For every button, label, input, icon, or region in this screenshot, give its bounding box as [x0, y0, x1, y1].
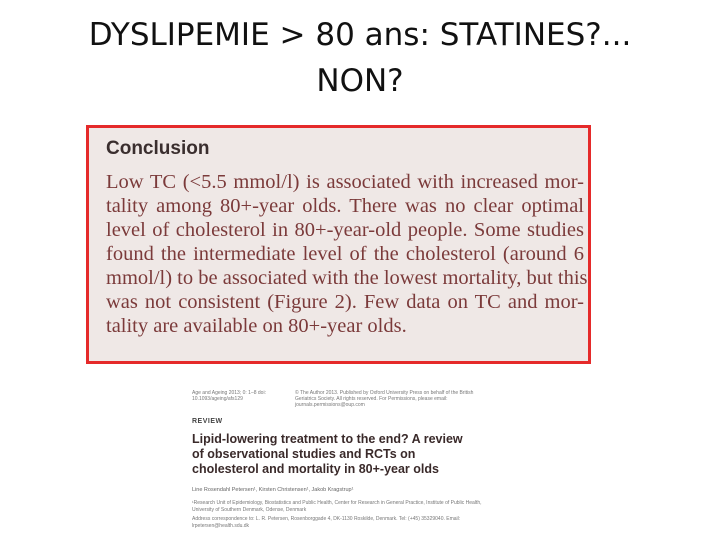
section-label: REVIEW — [192, 418, 223, 425]
article-authors: Line Rosendahl Petersen¹, Kirsten Christensen¹, Jakob Kragstrup¹ — [192, 487, 354, 493]
conclusion-excerpt — [86, 125, 591, 364]
conclusion-line: was not consistent (Figure 2). Few data on TC and mor- — [106, 291, 584, 313]
conclusion-line: level of cholesterol in 80+-year-old people. Some studies — [106, 219, 584, 241]
slide-title-line-2: NON? — [316, 63, 404, 99]
article-excerpt — [186, 388, 486, 538]
article-affiliation: ¹Research Unit of Epidemiology, Biostatistics and Public Health, Center for Research in General Practice, Institute of Public Health, University of Southern Denmark, Odense, Denmark — [192, 500, 482, 513]
conclusion-heading: Conclusion — [106, 138, 210, 159]
conclusion-line: mmol/l) to be associated with the lowest mortality, but this — [106, 267, 588, 289]
article-title — [192, 432, 482, 477]
article-correspondence: Address correspondence to: L. R. Petersen, Rosenborggade 4, DK-1130 Roskilde, Denmark. Tel: (+45) 35329040. Email: lrpetersen@health.sdu.dk — [192, 516, 461, 529]
article-title-line: of observational studies and RCTs on — [192, 447, 416, 461]
conclusion-line: tality are available on 80+-year olds. — [106, 315, 407, 337]
conclusion-line: Low TC (<5.5 mmol/l) is associated with increased mor- — [106, 171, 584, 193]
conclusion-line: tality among 80+-year olds. There was no clear optimal — [106, 195, 584, 217]
slide-title-line-1: DYSLIPEMIE > 80 ans: STATINES?... — [88, 17, 632, 53]
copyright-notice: © The Author 2013. Published by Oxford University Press on behalf of the British Geriatrics Society. All rights reserved. For Permissions, please email: journals.permissions@oup.com — [295, 390, 474, 408]
article-title-line: Lipid-lowering treatment to the end? A review — [192, 432, 463, 446]
conclusion-line: found the intermediate level of the cholesterol (around 6 — [106, 243, 584, 265]
slide-title — [40, 12, 680, 104]
article-title-line: cholesterol and mortality in 80+-year olds — [192, 462, 439, 476]
journal-citation: Age and Ageing 2013; 0: 1–8 doi: 10.1093/ageing/afs129 — [192, 390, 266, 402]
conclusion-text — [106, 170, 588, 338]
